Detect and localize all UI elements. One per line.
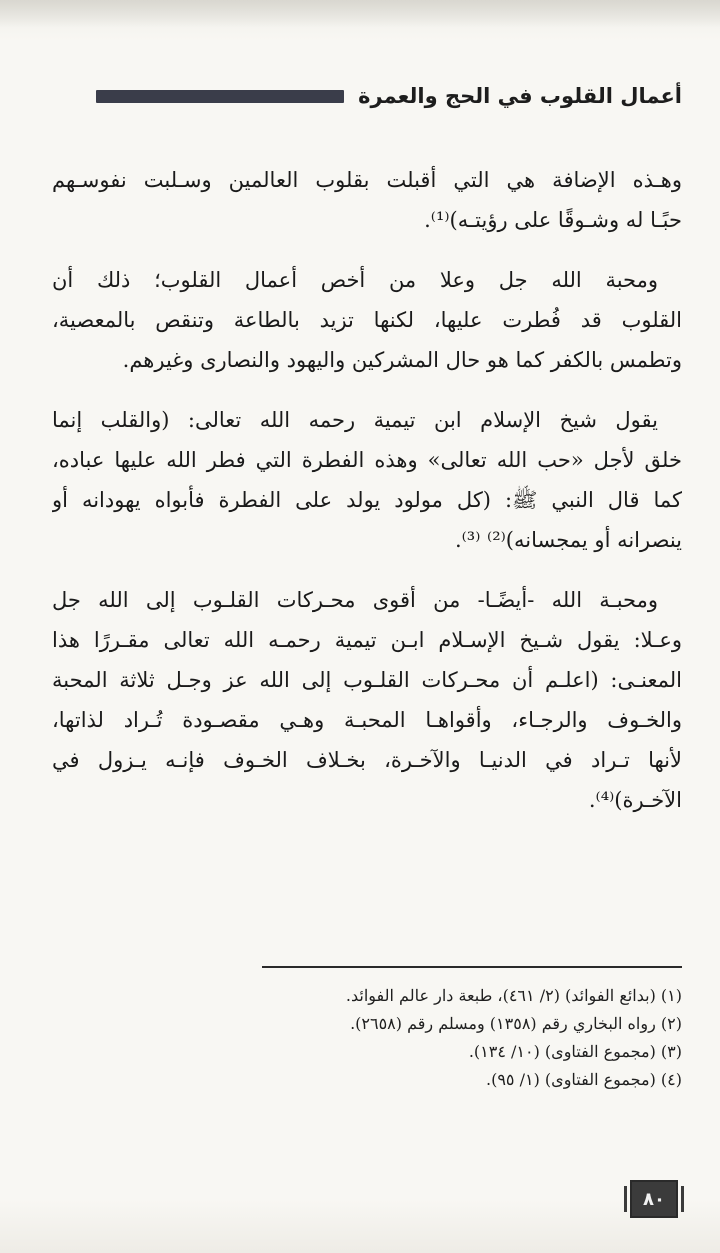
text-line: ينصرانه أو يمجسانه)⁽²⁾ ⁽³⁾.: [454, 528, 682, 552]
main-text: [52, 160, 682, 840]
text-line: لأنها تـراد في الدنيـا والآخـرة، بخـلاف الخـوف فإنـه يـزول في: [52, 748, 682, 772]
paragraph: [52, 260, 682, 380]
text-line: كما قال النبي ﷺ: (كل مولود يولد على الفطرة فأبواه يهودانه أو: [52, 488, 682, 512]
footnotes: [130, 982, 682, 1094]
footnote-2: (٢) رواه البخاري رقم (١٣٥٨) ومسلم رقم (٢٦٥٨).: [350, 1014, 682, 1033]
running-header-title: أعمال القلوب في الحج والعمرة: [358, 84, 682, 108]
paragraph: [52, 580, 682, 820]
text-line: ومحبـة الله -أيضًـا- من أقوى محـركات القلـوب إلى الله جل: [52, 588, 658, 612]
footnote-3: (٣) (مجموع الفتاوى) (١٠/ ١٣٤).: [468, 1042, 682, 1061]
text-line: ومحبة الله جل وعلا من أخص أعمال القلوب؛ ذلك أن: [52, 268, 658, 292]
page-number: ٨٠: [630, 1180, 678, 1218]
text-line: حبًـا له وشـوقًا على رؤيتـه)⁽¹⁾.: [424, 208, 682, 232]
running-header: [96, 76, 682, 116]
text-line: الآخـرة)⁽⁴⁾.: [588, 788, 682, 812]
text-line: يقول شيخ الإسلام ابن تيمية رحمه الله تعالى: (والقلب إنما: [52, 408, 658, 432]
header-rule-bar: [96, 90, 344, 103]
text-line: وتطمس بالكفر كما هو حال المشركين واليهود والنصارى وغيرهم.: [122, 348, 682, 372]
paragraph: [52, 400, 682, 560]
footnote-1: (١) (بدائع الفوائد) (٢/ ٤٦١)، طبعة دار عالم الفوائد.: [345, 986, 682, 1005]
footnote-separator: [262, 966, 682, 968]
text-line: القلوب قد فُطرت عليها، لكنها تزيد بالطاعة وتنقص بالمعصية،: [52, 308, 682, 332]
footnote-4: (٤) (مجموع الفتاوى) (١/ ٩٥).: [486, 1070, 682, 1089]
text-line: والخـوف والرجـاء، وأقواهـا المحبـة وهـي مقصـودة تُـراد لذاتها،: [52, 708, 682, 732]
top-edge-shadow: [0, 0, 720, 28]
text-line: وعـلا: يقول شـيخ الإسـلام ابـن تيمية رحمـه الله تعالى مقـررًا هذا: [52, 628, 682, 652]
paragraph: [52, 160, 682, 240]
text-line: المعنـى: (اعلـم أن محـركات القلـوب إلى الله عز وجـل ثلاثة المحبة: [52, 668, 682, 692]
text-line: خلق لأجل «حب الله تعالى» وهذه الفطرة التي فطر الله عليها عباده،: [52, 448, 682, 472]
text-line: وهـذه الإضافة هي التي أقبلت بقلوب العالمين وسـلبت نفوسـهم: [52, 168, 682, 192]
